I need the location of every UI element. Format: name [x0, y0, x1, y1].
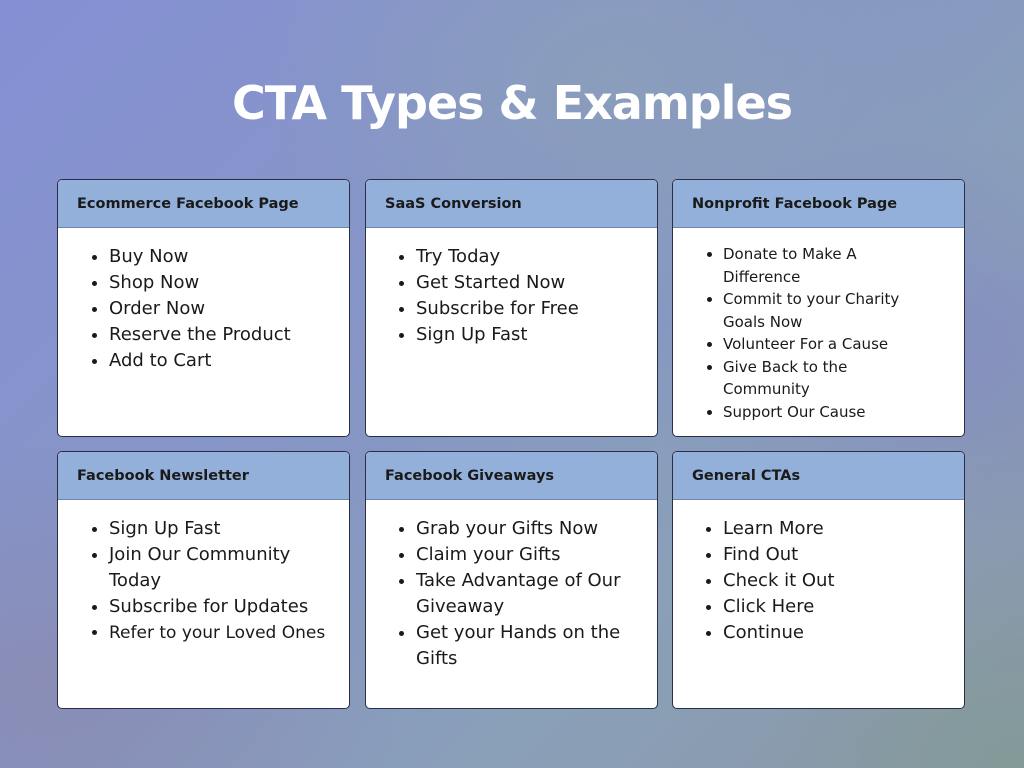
card-ecommerce: [57, 179, 350, 437]
card-heading: Ecommerce Facebook Page: [58, 180, 349, 228]
list-item: • Commit to your Charity Goals Now: [723, 288, 904, 333]
card-heading: SaaS Conversion: [366, 180, 657, 228]
list-item: • Learn More: [723, 516, 950, 542]
list-item: • Subscribe for Updates: [109, 594, 341, 620]
list-item: • Try Today: [416, 244, 643, 270]
list-item: • Check it Out: [723, 568, 950, 594]
list-item: • Add to Cart: [109, 348, 335, 374]
card-saas: [365, 179, 658, 437]
list-item: • Sign Up Fast: [416, 322, 643, 348]
cta-list: [58, 500, 349, 646]
cta-list: [58, 228, 349, 374]
list-item: • Join Our Community Today: [109, 542, 341, 594]
list-item: • Get Started Now: [416, 270, 643, 296]
list-item: • Reserve the Product: [109, 322, 335, 348]
card-heading: Facebook Giveaways: [366, 452, 657, 500]
list-item: • Grab your Gifts Now: [416, 516, 632, 542]
list-item: • Donate to Make A Difference: [723, 243, 904, 288]
list-item: • Sign Up Fast: [109, 516, 341, 542]
list-item: • Buy Now: [109, 244, 335, 270]
card-nonprofit: [672, 179, 965, 437]
card-heading: General CTAs: [673, 452, 964, 500]
list-item: • Click Here: [723, 594, 950, 620]
list-item: • Give Back to the Community: [723, 356, 904, 401]
list-item: • Continue: [723, 620, 950, 646]
list-item: • Order Now: [109, 296, 335, 322]
card-newsletter: [57, 451, 350, 709]
list-item: • Support Our Cause: [723, 401, 904, 424]
cta-list: [673, 228, 964, 423]
list-item: • Shop Now: [109, 270, 335, 296]
list-item: • Subscribe for Free: [416, 296, 643, 322]
list-item: • Take Advantage of Our Giveaway: [416, 568, 632, 620]
cta-list: [366, 500, 657, 672]
list-item: • Volunteer For a Cause: [723, 333, 904, 356]
cta-list: [366, 228, 657, 348]
page-title: CTA Types & Examples: [231, 76, 793, 130]
list-item: • Claim your Gifts: [416, 542, 632, 568]
cta-list: [673, 500, 964, 646]
list-item: • Find Out: [723, 542, 950, 568]
list-item: • Get your Hands on the Gifts: [416, 620, 632, 672]
card-heading: Nonprofit Facebook Page: [673, 180, 964, 228]
card-heading: Facebook Newsletter: [58, 452, 349, 500]
list-item: • Refer to your Loved Ones: [109, 620, 341, 646]
card-general: [672, 451, 965, 709]
card-giveaways: [365, 451, 658, 709]
